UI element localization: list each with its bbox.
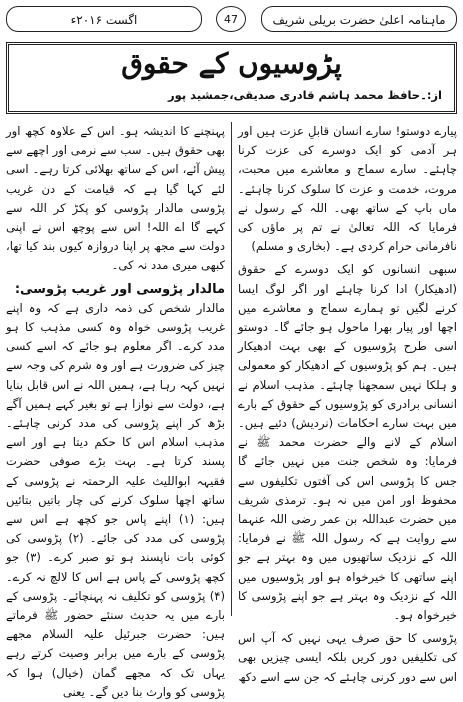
title-frame	[6, 42, 457, 114]
paragraph: پیارے دوستو! سارے انسان قابلِ عزت ہیں اور ہر آدمی کو ایک دوسرے کی عزت کرنا چاہئے۔ سارے سماج و معاشرے میں محبت، مروت، خدمت و عزت کا سلوک کرنا چاہئے۔ ماں باپ کے ساتھ بھی۔ اللہ کے رسول نے فرمایا کہ اللہ تعالیٰ نے تم پر ماؤں کی نافرمانی حرام کردی ہے۔ (بخاری و مسلم)	[238, 124, 457, 254]
paragraph: پہنچنے کا اندیشہ ہو۔ اس کے علاوہ کچھ اور بھی حقوق ہیں۔ سب سے نرمی اور اچھے سے پیش آئے، اس کے ساتھ بھلائی کرتا رہے۔ اسی لئے کہا گیا ہے کہ قیامت کے دن غریب پڑوسی مالدار پڑوسی کو پکڑ کر اللہ سے کہے گا اے اللہ! اس سے پوچھ اس نے اپنی دولت سے مجھ پر اپنا دروازہ کیوں بند کیا تھا، کبھی میری مدد نہ کی۔	[6, 124, 225, 273]
issue-date: اگست ۲۰۱۶ء	[6, 6, 202, 32]
page-header	[6, 6, 457, 34]
section-heading: مالدار پڑوسی اور غریب پڑوسی:	[14, 281, 225, 297]
paragraph: پڑوسی کا حق صرف یہی نہیں کہ آپ اس کی تکلیفیں دور کریں بلکہ ایسی چیزیں بھی اس سے دور کرنی چاہئے کہ جن سے اسے دکھ	[238, 631, 457, 684]
right-column	[238, 122, 457, 684]
page-number: 47	[216, 6, 246, 32]
article-title: پڑوسیوں کے حقوق	[121, 47, 342, 80]
magazine-name: ماہنامہ اعلیٰ حضرت بریلی شریف	[261, 6, 457, 32]
column-divider	[231, 122, 232, 616]
paragraph: مالدار شخص کی ذمہ داری ہے کہ وہ اپنے غریب پڑوسی خواہ وہ کسی مذہب کا ہو مدد کرے۔ اگر معلوم ہو جائے کہ اسے کسی چیز کی ضرورت ہے اور وہ شرم کی وجہ سے نہیں کہہ رہا ہے، ہمیں اللہ نے اس قابل بنایا ہے، دولت سے نوازا ہے تو بغیر کہے ہمیں آگے بڑھ کر اپنے پڑوسی کی مدد کرنی چاہئے۔ مذہب اسلام اس کا حکم دیتا ہے اور اسے پسند کرتا ہے۔ بہت بڑے صوفی حضرت فقیہہ ابواللیث علیہ الرحمتہ نے پڑوسی کے ساتھ اچھا سلوک کرنے کی چار باتیں بتائیں ہیں: (۱) اپنے پاس جو کچھ ہے اس سے پڑوسی کی مدد کی جائے۔ (۲) پڑوسی کی کوئی بات ناپسند ہو تو صبر کرے۔ (۳) جو کچھ پڑوسی کے پاس ہے اس کا لالچ نہ کرے۔ (۴) پڑوسی کو تکلیف نہ پہنچائے۔ پڑوسی کے بارے میں یہ حدیث سنئے حضور ﷺ فرماتے ہیں: حضرت جبرئیل علیہ السلام مجھے پڑوسی کے بارے میں برابر وصیت کرتے رہے یہاں تک کہ مجھے گمان (خیال) ہوا کہ پڑوسی کو وارث بنا دیں گے۔ یعنی	[6, 300, 225, 699]
left-column	[6, 122, 225, 699]
paragraph: سبھی انسانوں کو ایک دوسرے کے حقوق (ادھیکار) ادا کرنا چاہئے اور اگر لوگ ایسا کرنے لگیں تو ہمارے سماج و معاشرے میں اچھا اور پیار بھرا ماحول ہو جائے گا۔ دوستو اسی طرح پڑوسیوں کے بھی بہت ادھیکار ہیں۔ ہم کو پڑوسیوں کے ادھیکار کو معمولی و ہلکا نہیں سمجھنا چاہئے۔ مذہب اسلام نے انسانی برادری کو پڑوسیوں کے حقوق کے بارے میں بہت سارے احکامات (نردیش) دئیے ہیں۔ اسلام کے لانے والے حضرت محمد ﷺ نے فرمایا: وہ شخص جنت میں نہیں جائے گا جس کا پڑوسی اس کی آفتوں تکلیفوں سے محفوظ اور امن میں نہ ہو۔ ترمذی شریف میں حضرت عبداللہ بن عمر رضی اللہ عنہما سے روایت ہے کہ رسول اللہ ﷺ نے فرمایا: اللہ کے نزدیک ساتھیوں میں وہ بہتر ہے جو اپنے ساتھی کا خیرخواہ ہو اور پڑوسیوں میں اللہ کے نزدیک وہ بہتر ہے جو اپنے پڑوسی کا خیرخواہ ہو۔	[238, 262, 457, 623]
article-author: از:۔حافظ محمد ہاشم قادری صدیقی،جمشید پور	[168, 88, 442, 102]
